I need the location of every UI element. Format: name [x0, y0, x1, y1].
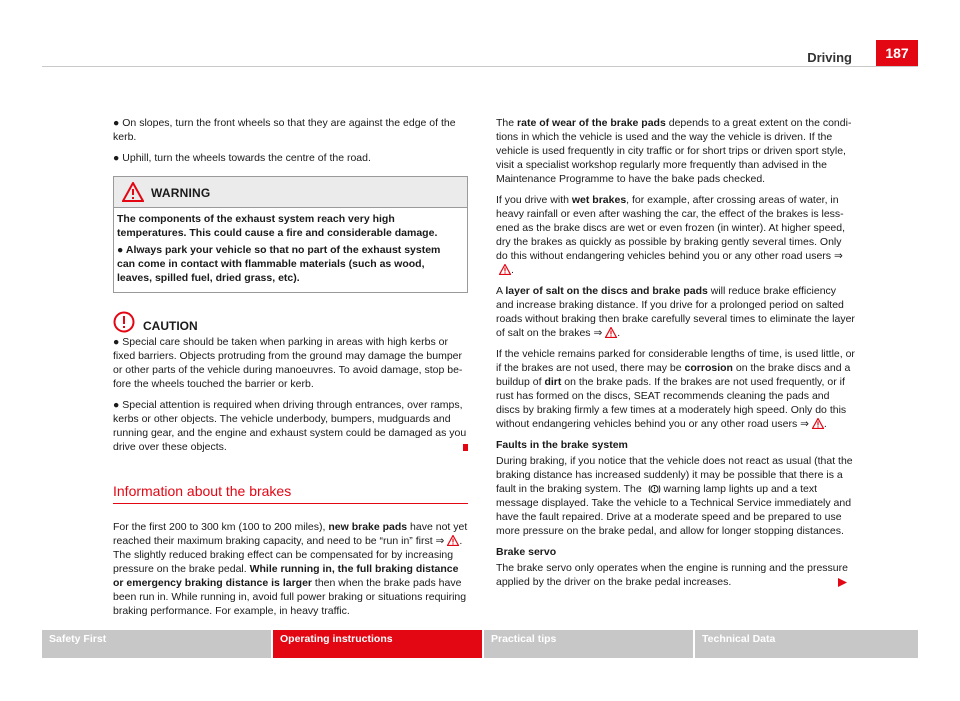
salt-paragraph: A layer of salt on the discs and brake pads will reduce brake efficiency and increase braking distance. If you drive for a prolonged period on salted roads without braking then brake carefully several times to eliminate the layer of salt on the brakes ⇒ . [496, 285, 855, 339]
warning-bullet-text: Always park your vehicle so that no part of the exhaust system can come in contact with flammable materials (such as wood, leaves, spilled fuel, dried grass, etc). [117, 244, 441, 284]
warning-bullet: ● Always park your vehicle so that no part of the exhaust system can come in contact with flammable materials (such as wood, leaves, spilled fuel, dried grass, etc). [117, 244, 441, 284]
caution-icon [113, 311, 135, 333]
caution-bullet: ● Special attention is required when driving through entrances, over ramps, kerbs or other objects. The vehicle underbody, bumpers, mudguards and running gear, and the engine and exhaust system could be damaged as you drive over these objects. [113, 399, 467, 453]
warning-ref-icon [499, 264, 511, 275]
bullet-text: On slopes, turn the front wheels so that they are against the edge of the kerb. [113, 117, 456, 143]
faults-paragraph: During braking, if you notice that the vehicle does not react as usual (that the braking distance has increased suddenly) it may be possible that there is a fault in the braking system. The warning lamp lights up and a text message displayed. Take the vehicle to a Technical Service immediately and have the fault repaired. Drive at a moderate speed and be prepared to use more pressure on the brake pedal, and allow for longer stopping distances. [496, 455, 853, 537]
warning-body [114, 208, 467, 292]
servo-heading: Brake servo [496, 546, 557, 558]
footer-tab-safety-first[interactable]: Safety First [42, 630, 271, 658]
warning-header [114, 177, 467, 208]
warning-triangle-icon [122, 182, 144, 202]
footer-tab-technical-data[interactable]: Technical Data [695, 630, 918, 658]
warning-box [113, 176, 468, 293]
servo-paragraph: The brake servo only operates when the engine is running and the pressure applied by the driver on the brake pedal increases. [496, 562, 848, 588]
end-marker-icon [463, 444, 468, 451]
warning-ref-icon [812, 418, 824, 429]
caution-bullet-text: Special care should be taken when parking in areas with high kerbs or fixed barriers. Objects protruding from the ground may damage the bumper or other parts of the vehicle during manoeuvres. To avoid damage, stop be-fore the wheels touched the barrier or kerb. [113, 336, 463, 390]
section-heading: Information about the brakes [113, 484, 468, 504]
left-column [113, 116, 468, 625]
brake-warning-lamp-icon [648, 484, 661, 494]
bullet-item: ● On slopes, turn the front wheels so that they are against the edge of the kerb. [113, 117, 456, 143]
warning-text: The components of the exhaust system reach very high temperatures. This could cause a fire and considerable damage. [117, 213, 438, 239]
warning-label: WARNING [151, 186, 211, 200]
caution-bullet: ● Special care should be taken when parking in areas with high kerbs or fixed barriers. Objects protruding from the ground may damage the bumper or other parts of the vehicle during manoeuvres. To avoid damage, stop be-fore the wheels touched the barrier or kerb. [113, 336, 463, 390]
bullet-text: Uphill, turn the wheels towards the centre of the road. [122, 152, 371, 164]
continue-arrow-icon [838, 578, 847, 587]
page-number: 187 [876, 40, 918, 67]
caution-header [113, 311, 468, 335]
caution-label: CAUTION [143, 319, 198, 333]
wet-brakes-paragraph: If you drive with wet brakes, for example, after crossing areas of water, in heavy rainfall or even after washing the car, the effect of the brakes is less-ened as the brake discs are wet or even frozen (in winter). At higher speed, dry the brakes as quickly as possible by braking gently several times. Only do this without endangering vehicles behind you or any other road users ⇒. [496, 194, 846, 276]
faults-heading: Faults in the brake system [496, 439, 628, 451]
footer-tab-practical-tips[interactable]: Practical tips [484, 630, 693, 658]
brakes-paragraph: For the first 200 to 300 km (100 to 200 miles), new brake pads have not yet reached their maximum braking capacity, and need to be “run in” first ⇒ . The slightly reduced braking effect can be compensated for by increasing pressure on the brake pedal. While running in, the full braking distance or emergency braking distance is larger then when the brake pads have been run in. While running in, avoid full power braking or situations requiring braking performance. For example, in heavy traffic. [113, 521, 468, 617]
section-header-title: Driving [807, 50, 852, 65]
warning-ref-icon [605, 327, 617, 338]
warning-ref-icon [447, 535, 459, 546]
wear-paragraph: The rate of wear of the brake pads depends to a great extent on the condi-tions in which the vehicle is used and the way the vehicle is driven. If the vehicle is used frequently in city traffic or for short trips or driven sport style, visit a specialist workshop regularly more frequently than advised in the Maintenance Programme to have the bake pads checked. [496, 117, 852, 185]
right-column [496, 116, 856, 596]
caution-bullet-text: Special attention is required when driving through entrances, over ramps, kerbs or other objects. The vehicle underbody, bumpers, mudguards and running gear, and the engine and exhaust system could be damaged as you drive over these objects. [113, 399, 467, 453]
header-divider [42, 66, 918, 67]
footer-tab-operating-instructions[interactable]: Operating instructions [273, 630, 482, 658]
bullet-item: ● Uphill, turn the wheels towards the centre of the road. [113, 152, 371, 164]
corrosion-paragraph: If the vehicle remains parked for considerable lengths of time, is used little, or if the brakes are not used, there may be corrosion on the brake discs and a buildup of dirt on the brake pads. If the brakes are not used frequently, or if rust has formed on the discs, SEAT recommends cleaning the pads and discs by braking firmly a few times at a moderately high speed. Only do this without endangering vehicles behind you or any other road users ⇒ . [496, 348, 855, 430]
